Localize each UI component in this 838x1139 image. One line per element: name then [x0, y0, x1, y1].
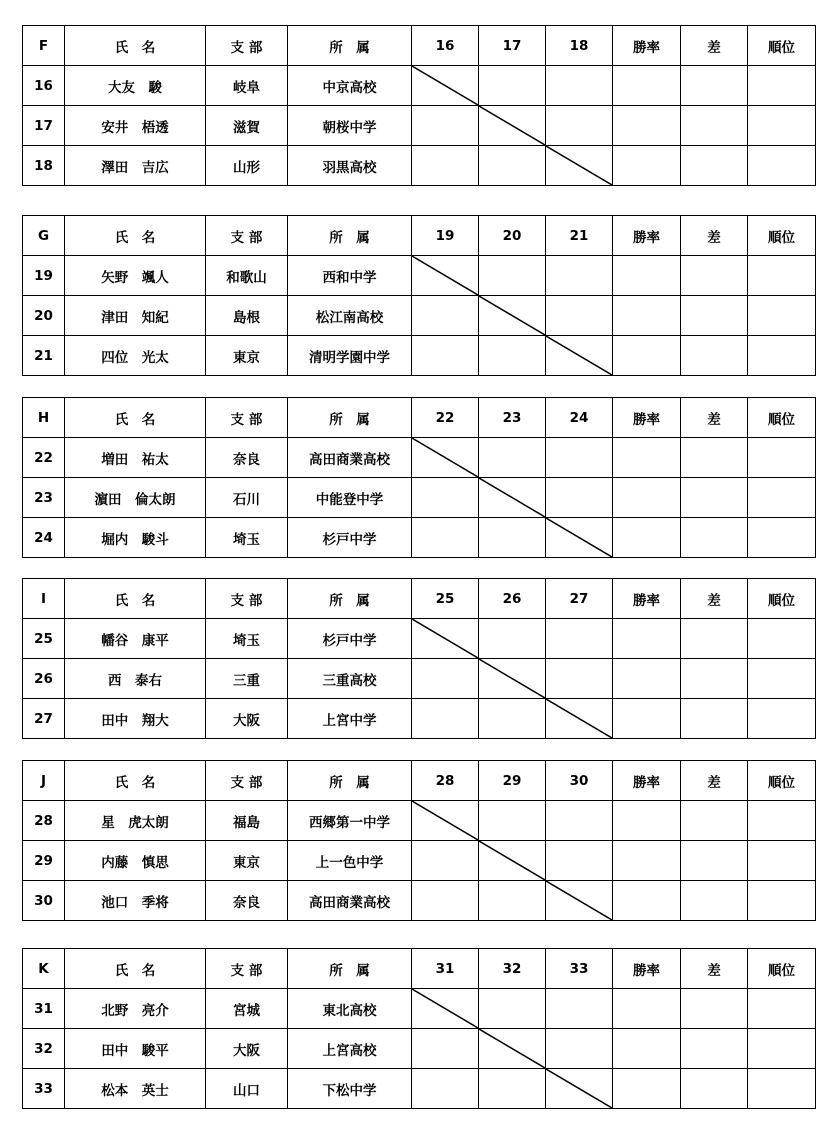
player-branch: 大阪 — [206, 699, 288, 739]
win-rate-cell — [613, 841, 681, 881]
player-affiliation: 杉戸中学 — [288, 518, 412, 558]
header-name: 氏 名 — [65, 216, 206, 256]
player-affiliation: 羽黒高校 — [288, 146, 412, 186]
player-number: 32 — [23, 1029, 65, 1069]
win-rate-cell — [613, 699, 681, 739]
pool-id: J — [23, 761, 65, 801]
rank-cell — [748, 619, 816, 659]
header-opponent-number: 18 — [546, 26, 613, 66]
match-result-cell — [479, 256, 546, 296]
table-row — [23, 619, 816, 659]
player-name: 澤田 吉広 — [65, 146, 206, 186]
pool-table-f — [22, 25, 816, 186]
self-match-cell — [412, 256, 479, 296]
player-number: 16 — [23, 66, 65, 106]
player-branch: 奈良 — [206, 881, 288, 921]
self-match-cell — [412, 989, 479, 1029]
match-result-cell — [412, 296, 479, 336]
player-name: 星 虎太朗 — [65, 801, 206, 841]
player-name: 四位 光太 — [65, 336, 206, 376]
table-row — [23, 1069, 816, 1109]
match-result-cell — [412, 841, 479, 881]
win-rate-cell — [613, 619, 681, 659]
player-affiliation: 西郷第一中学 — [288, 801, 412, 841]
pool-id: F — [23, 26, 65, 66]
player-branch: 宮城 — [206, 989, 288, 1029]
header-branch: 支 部 — [206, 216, 288, 256]
table-row — [23, 841, 816, 881]
player-name: 大友 駿 — [65, 66, 206, 106]
header-win-rate: 勝率 — [613, 761, 681, 801]
player-affiliation: 西和中学 — [288, 256, 412, 296]
header-opponent-number: 20 — [479, 216, 546, 256]
diff-cell — [681, 841, 748, 881]
win-rate-cell — [613, 146, 681, 186]
diagonal-line-icon — [412, 66, 478, 105]
pool-table-i — [22, 578, 816, 739]
rank-cell — [748, 801, 816, 841]
header-affiliation: 所 属 — [288, 761, 412, 801]
diff-cell — [681, 801, 748, 841]
match-result-cell — [546, 438, 613, 478]
diff-cell — [681, 296, 748, 336]
match-result-cell — [412, 881, 479, 921]
diagonal-line-icon — [479, 478, 545, 517]
header-opponent-number: 28 — [412, 761, 479, 801]
header-opponent-number: 21 — [546, 216, 613, 256]
diagonal-line-icon — [479, 1029, 545, 1068]
player-number: 29 — [23, 841, 65, 881]
table-row — [23, 296, 816, 336]
player-number: 27 — [23, 699, 65, 739]
player-number: 22 — [23, 438, 65, 478]
self-match-cell — [546, 699, 613, 739]
header-rank: 順位 — [748, 579, 816, 619]
player-name: 安井 梧透 — [65, 106, 206, 146]
header-opponent-number: 30 — [546, 761, 613, 801]
match-result-cell — [412, 478, 479, 518]
header-name: 氏 名 — [65, 26, 206, 66]
self-match-cell — [412, 801, 479, 841]
self-match-cell — [412, 438, 479, 478]
rank-cell — [748, 1069, 816, 1109]
player-number: 17 — [23, 106, 65, 146]
player-branch: 奈良 — [206, 438, 288, 478]
player-branch: 大阪 — [206, 1029, 288, 1069]
table-row — [23, 66, 816, 106]
win-rate-cell — [613, 518, 681, 558]
player-branch: 埼玉 — [206, 518, 288, 558]
rank-cell — [748, 256, 816, 296]
match-result-cell — [546, 478, 613, 518]
diagonal-line-icon — [479, 296, 545, 335]
header-rank: 順位 — [748, 761, 816, 801]
self-match-cell — [479, 841, 546, 881]
player-affiliation: 三重高校 — [288, 659, 412, 699]
pool-header-row — [23, 579, 816, 619]
header-rank: 順位 — [748, 216, 816, 256]
header-win-rate: 勝率 — [613, 579, 681, 619]
pool-table-k — [22, 948, 816, 1109]
player-affiliation: 朝桜中学 — [288, 106, 412, 146]
rank-cell — [748, 989, 816, 1029]
player-branch: 石川 — [206, 478, 288, 518]
self-match-cell — [546, 336, 613, 376]
player-name: 内藤 慎思 — [65, 841, 206, 881]
player-number: 30 — [23, 881, 65, 921]
rank-cell — [748, 659, 816, 699]
player-number: 33 — [23, 1069, 65, 1109]
header-rank: 順位 — [748, 949, 816, 989]
win-rate-cell — [613, 478, 681, 518]
header-win-rate: 勝率 — [613, 398, 681, 438]
rank-cell — [748, 699, 816, 739]
table-row — [23, 699, 816, 739]
diff-cell — [681, 438, 748, 478]
pool-table-h — [22, 397, 816, 558]
pool-table-g — [22, 215, 816, 376]
player-number: 28 — [23, 801, 65, 841]
header-affiliation: 所 属 — [288, 398, 412, 438]
table-row — [23, 256, 816, 296]
win-rate-cell — [613, 296, 681, 336]
diagonal-line-icon — [412, 256, 478, 295]
pool-id: I — [23, 579, 65, 619]
header-diff: 差 — [681, 26, 748, 66]
self-match-cell — [546, 518, 613, 558]
player-name: 幡谷 康平 — [65, 619, 206, 659]
player-name: 矢野 颯人 — [65, 256, 206, 296]
header-branch: 支 部 — [206, 398, 288, 438]
header-opponent-number: 16 — [412, 26, 479, 66]
match-result-cell — [412, 146, 479, 186]
match-result-cell — [546, 66, 613, 106]
header-opponent-number: 24 — [546, 398, 613, 438]
diagonal-line-icon — [546, 1069, 612, 1108]
player-affiliation: 高田商業高校 — [288, 438, 412, 478]
table-row — [23, 146, 816, 186]
player-number: 26 — [23, 659, 65, 699]
player-affiliation: 清明学園中学 — [288, 336, 412, 376]
table-row — [23, 989, 816, 1029]
diff-cell — [681, 699, 748, 739]
header-name: 氏 名 — [65, 949, 206, 989]
match-result-cell — [479, 699, 546, 739]
match-result-cell — [412, 659, 479, 699]
diagonal-line-icon — [412, 989, 478, 1028]
player-branch: 東京 — [206, 841, 288, 881]
self-match-cell — [546, 1069, 613, 1109]
header-affiliation: 所 属 — [288, 216, 412, 256]
rank-cell — [748, 66, 816, 106]
match-result-cell — [546, 1029, 613, 1069]
table-row — [23, 478, 816, 518]
diff-cell — [681, 336, 748, 376]
header-branch: 支 部 — [206, 949, 288, 989]
match-result-cell — [546, 989, 613, 1029]
player-name: 田中 駿平 — [65, 1029, 206, 1069]
table-row — [23, 801, 816, 841]
table-row — [23, 336, 816, 376]
pool-header-row — [23, 398, 816, 438]
player-branch: 和歌山 — [206, 256, 288, 296]
player-affiliation: 中能登中学 — [288, 478, 412, 518]
player-affiliation: 下松中学 — [288, 1069, 412, 1109]
player-number: 23 — [23, 478, 65, 518]
header-win-rate: 勝率 — [613, 216, 681, 256]
match-result-cell — [479, 801, 546, 841]
header-diff: 差 — [681, 216, 748, 256]
self-match-cell — [479, 478, 546, 518]
header-affiliation: 所 属 — [288, 579, 412, 619]
match-result-cell — [479, 66, 546, 106]
diagonal-line-icon — [479, 841, 545, 880]
player-number: 18 — [23, 146, 65, 186]
header-win-rate: 勝率 — [613, 949, 681, 989]
match-result-cell — [546, 296, 613, 336]
match-result-cell — [479, 989, 546, 1029]
player-affiliation: 杉戸中学 — [288, 619, 412, 659]
player-branch: 岐阜 — [206, 66, 288, 106]
player-name: 堀内 駿斗 — [65, 518, 206, 558]
player-affiliation: 松江南高校 — [288, 296, 412, 336]
win-rate-cell — [613, 256, 681, 296]
table-row — [23, 659, 816, 699]
match-result-cell — [479, 438, 546, 478]
rank-cell — [748, 438, 816, 478]
rank-cell — [748, 478, 816, 518]
match-result-cell — [546, 619, 613, 659]
self-match-cell — [546, 146, 613, 186]
diagonal-line-icon — [546, 699, 612, 738]
pool-header-row — [23, 216, 816, 256]
self-match-cell — [546, 881, 613, 921]
match-result-cell — [412, 518, 479, 558]
rank-cell — [748, 841, 816, 881]
player-name: 北野 亮介 — [65, 989, 206, 1029]
pool-id: H — [23, 398, 65, 438]
diff-cell — [681, 66, 748, 106]
player-branch: 福島 — [206, 801, 288, 841]
header-name: 氏 名 — [65, 398, 206, 438]
match-result-cell — [546, 106, 613, 146]
player-name: 田中 翔大 — [65, 699, 206, 739]
player-branch: 島根 — [206, 296, 288, 336]
win-rate-cell — [613, 66, 681, 106]
win-rate-cell — [613, 881, 681, 921]
diff-cell — [681, 881, 748, 921]
player-affiliation: 高田商業高校 — [288, 881, 412, 921]
rank-cell — [748, 518, 816, 558]
win-rate-cell — [613, 1029, 681, 1069]
header-branch: 支 部 — [206, 579, 288, 619]
player-name: 西 泰右 — [65, 659, 206, 699]
diagonal-line-icon — [546, 146, 612, 185]
player-number: 19 — [23, 256, 65, 296]
player-number: 25 — [23, 619, 65, 659]
header-diff: 差 — [681, 761, 748, 801]
header-opponent-number: 19 — [412, 216, 479, 256]
player-branch: 滋賀 — [206, 106, 288, 146]
header-diff: 差 — [681, 579, 748, 619]
win-rate-cell — [613, 438, 681, 478]
table-row — [23, 1029, 816, 1069]
header-affiliation: 所 属 — [288, 949, 412, 989]
rank-cell — [748, 881, 816, 921]
diagonal-line-icon — [412, 619, 478, 658]
match-result-cell — [412, 699, 479, 739]
rank-cell — [748, 1029, 816, 1069]
player-affiliation: 上宮高校 — [288, 1029, 412, 1069]
player-name: 津田 知紀 — [65, 296, 206, 336]
header-affiliation: 所 属 — [288, 26, 412, 66]
diagonal-line-icon — [412, 801, 478, 840]
player-affiliation: 上一色中学 — [288, 841, 412, 881]
player-branch: 東京 — [206, 336, 288, 376]
win-rate-cell — [613, 989, 681, 1029]
diff-cell — [681, 1069, 748, 1109]
table-row — [23, 438, 816, 478]
diff-cell — [681, 146, 748, 186]
pool-table-j — [22, 760, 816, 921]
header-opponent-number: 25 — [412, 579, 479, 619]
header-opponent-number: 23 — [479, 398, 546, 438]
self-match-cell — [479, 1029, 546, 1069]
pool-header-row — [23, 26, 816, 66]
player-branch: 三重 — [206, 659, 288, 699]
header-opponent-number: 33 — [546, 949, 613, 989]
match-result-cell — [412, 1069, 479, 1109]
player-number: 20 — [23, 296, 65, 336]
diagonal-line-icon — [546, 518, 612, 557]
table-row — [23, 881, 816, 921]
diff-cell — [681, 989, 748, 1029]
header-diff: 差 — [681, 949, 748, 989]
match-result-cell — [546, 256, 613, 296]
rank-cell — [748, 336, 816, 376]
player-name: 池口 季将 — [65, 881, 206, 921]
match-result-cell — [412, 336, 479, 376]
player-number: 31 — [23, 989, 65, 1029]
match-result-cell — [479, 881, 546, 921]
header-rank: 順位 — [748, 398, 816, 438]
rank-cell — [748, 146, 816, 186]
header-opponent-number: 29 — [479, 761, 546, 801]
table-row — [23, 106, 816, 146]
self-match-cell — [479, 296, 546, 336]
pool-id: K — [23, 949, 65, 989]
player-affiliation: 上宮中学 — [288, 699, 412, 739]
header-name: 氏 名 — [65, 579, 206, 619]
diff-cell — [681, 518, 748, 558]
header-branch: 支 部 — [206, 26, 288, 66]
header-opponent-number: 17 — [479, 26, 546, 66]
rank-cell — [748, 106, 816, 146]
player-branch: 山口 — [206, 1069, 288, 1109]
header-rank: 順位 — [748, 26, 816, 66]
self-match-cell — [412, 66, 479, 106]
match-result-cell — [412, 106, 479, 146]
self-match-cell — [479, 659, 546, 699]
self-match-cell — [412, 619, 479, 659]
match-result-cell — [546, 659, 613, 699]
win-rate-cell — [613, 659, 681, 699]
header-opponent-number: 32 — [479, 949, 546, 989]
win-rate-cell — [613, 801, 681, 841]
win-rate-cell — [613, 1069, 681, 1109]
match-result-cell — [479, 146, 546, 186]
match-result-cell — [546, 801, 613, 841]
header-name: 氏 名 — [65, 761, 206, 801]
diff-cell — [681, 256, 748, 296]
pool-header-row — [23, 761, 816, 801]
self-match-cell — [479, 106, 546, 146]
pool-id: G — [23, 216, 65, 256]
table-row — [23, 518, 816, 558]
header-opponent-number: 27 — [546, 579, 613, 619]
header-opponent-number: 22 — [412, 398, 479, 438]
win-rate-cell — [613, 106, 681, 146]
diff-cell — [681, 478, 748, 518]
player-number: 24 — [23, 518, 65, 558]
diff-cell — [681, 659, 748, 699]
header-opponent-number: 31 — [412, 949, 479, 989]
player-number: 21 — [23, 336, 65, 376]
match-result-cell — [412, 1029, 479, 1069]
header-opponent-number: 26 — [479, 579, 546, 619]
diagonal-line-icon — [412, 438, 478, 477]
diff-cell — [681, 1029, 748, 1069]
diagonal-line-icon — [546, 881, 612, 920]
player-affiliation: 東北高校 — [288, 989, 412, 1029]
win-rate-cell — [613, 336, 681, 376]
match-result-cell — [546, 841, 613, 881]
match-result-cell — [479, 518, 546, 558]
header-branch: 支 部 — [206, 761, 288, 801]
player-name: 濵田 倫太朗 — [65, 478, 206, 518]
player-name: 増田 祐太 — [65, 438, 206, 478]
pool-header-row — [23, 949, 816, 989]
rank-cell — [748, 296, 816, 336]
player-branch: 埼玉 — [206, 619, 288, 659]
diagonal-line-icon — [546, 336, 612, 375]
diagonal-line-icon — [479, 106, 545, 145]
match-result-cell — [479, 1069, 546, 1109]
header-win-rate: 勝率 — [613, 26, 681, 66]
player-name: 松本 英士 — [65, 1069, 206, 1109]
player-affiliation: 中京高校 — [288, 66, 412, 106]
diff-cell — [681, 106, 748, 146]
header-diff: 差 — [681, 398, 748, 438]
diagonal-line-icon — [479, 659, 545, 698]
match-result-cell — [479, 336, 546, 376]
match-result-cell — [479, 619, 546, 659]
diff-cell — [681, 619, 748, 659]
player-branch: 山形 — [206, 146, 288, 186]
